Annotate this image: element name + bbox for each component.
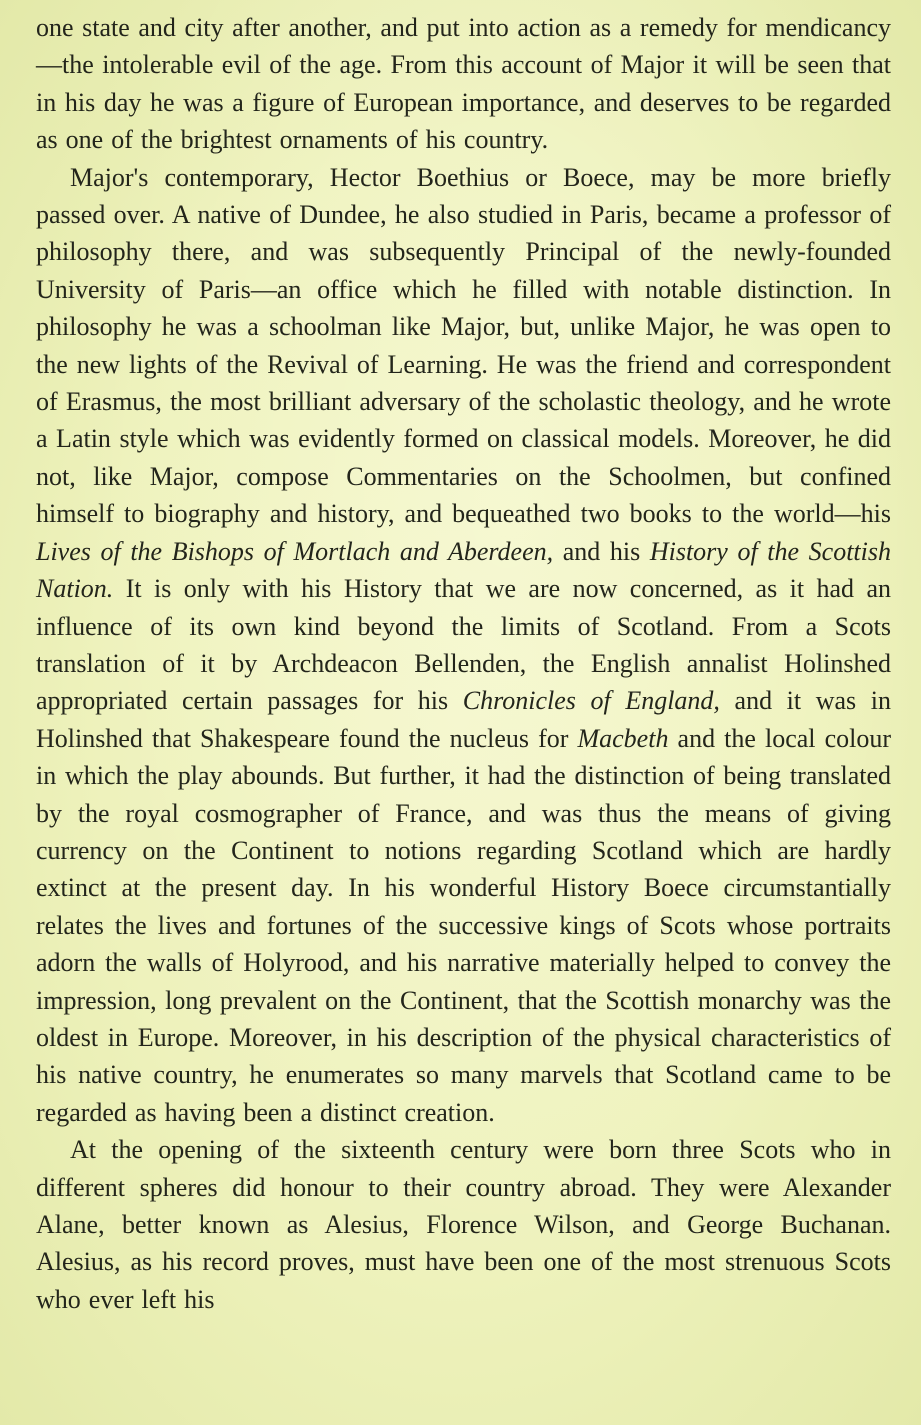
- text-run: It is only with his History that we are now concerned, as it had an influence of its own kind beyond the limits of Scotland. From a Scots translation of it by Archdeacon Bellenden, the English annalist Holinshed appropriated certain passages for his: [36, 574, 891, 716]
- italic-text-run: Lives of the Bishops of Mortlach and Aberdeen,: [36, 536, 554, 566]
- italic-text-run: Chronicles of England,: [462, 686, 720, 716]
- text-run: and his: [553, 536, 650, 566]
- page-text: [36, 9, 891, 1318]
- paragraph: [36, 1131, 891, 1318]
- text-run: one state and city after another, and put into action as a remedy for mendicancy—the intolerable evil of the age. From this account of Major it will be seen that in his day he was a figure of European importance, and deserves to be regarded as one of the brightest ornaments of his country.: [36, 13, 891, 155]
- text-run: and the local colour in which the play abounds. But further, it had the distinction of being translated by the royal cosmographer of France, and was thus the means of giving currency on the Continent to notions regarding Scotland which are hardly extinct at the present day. In his wonderful History Boece circumstantially relates the lives and fortunes of the successive kings of Scots whose portraits adorn the walls of Holyrood, and his narrative materially helped to convey the impression, long prevalent on the Continent, that the Scottish monarchy was the oldest in Europe. Moreover, in his description of the physical characteristics of his native country, he enumerates so many marvels that Scotland came to be regarded as having been a distinct creation.: [36, 723, 891, 1127]
- italic-text-run: Macbeth: [577, 723, 669, 753]
- text-run: Major's contemporary, Hector Boethius or Boece, may be more briefly passed over. A native of Dundee, he also studied in Paris, became a professor of philosophy there, and was subsequently Principal of the newly-founded University of Paris—an office which he filled with notable distinction. In philosophy he was a schoolman like Major, but, unlike Major, he was open to the new lights of the Revival of Learning. He was the friend and correspondent of Erasmus, the most brilliant adversary of the scholastic theology, and he wrote a Latin style which was evidently formed on classical models. Moreover, he did not, like Major, compose Commentaries on the Schoolmen, but confined himself to biography and history, and bequeathed two books to the world—his: [36, 162, 891, 529]
- paragraph: [36, 9, 891, 159]
- text-run: At the opening of the sixteenth century were born three Scots who in different spheres did honour to their country abroad. They were Alexander Alane, better known as Alesius, Florence Wilson, and George Buchanan. Alesius, as his record proves, must have been one of the most strenuous Scots who ever left his: [36, 1135, 891, 1314]
- paragraph: [36, 159, 891, 1132]
- text-run: and it was in Holinshed that Shakespeare found the nucleus for: [36, 686, 891, 753]
- italic-text-run: History of the Scottish Nation.: [36, 536, 891, 604]
